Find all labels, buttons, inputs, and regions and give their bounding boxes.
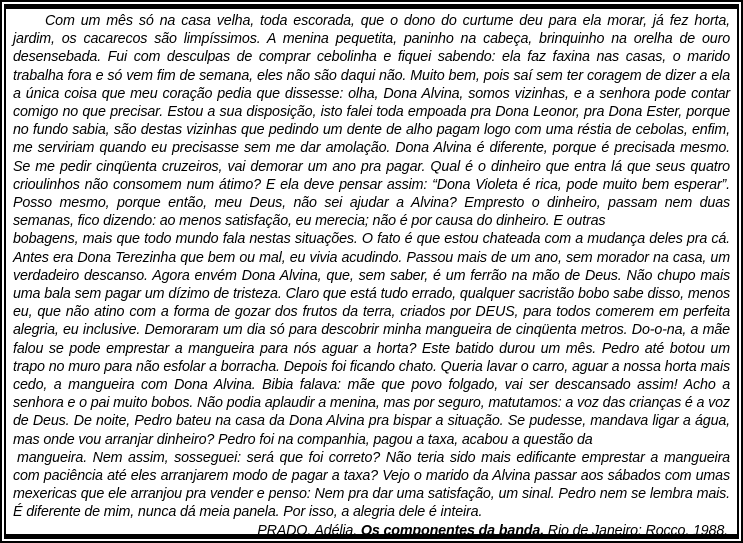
literary-text	[13, 12, 730, 540]
citation	[13, 522, 730, 540]
document-inner-frame	[4, 4, 739, 539]
citation-author: PRADO, Adélia.	[257, 522, 361, 539]
paragraph-middle: bobagens, mais que todo mundo fala nestas situações. O fato é que estou chateada com a mudança deles pra cá. Antes era Dona Terezinha que bem ou mal, eu vivia acudindo. Passou mais de um ano, sem morador na casa, um verdadeiro descanso. Agora envém Dona Alvina, que, sem saber, é um ferrão na mão de Deus. Não chupo mais uma bala sem pagar um dízimo de tristeza. Claro que está tudo errado, qualquer sacristão bobo sabe disso, menos eu, que não atino com a forma de gozar dos frutos da terra, criados por DEUS, para todos comerem em perfeita alegria, eu inclusive. Demoraram um dia só para descobrir minha mangueira de cinqüenta metros. Do-o-na, a mãe falou se pode emprestar a mangueira para nós aguar a horta? Este batido durou um mês. Pedro até botou um trapo no muro para não esfolar a borracha. Depois foi ficando chato. Queria lavar o carro, aguar a nossa horta mais cedo, a mangueira com Dona Alvina. Bibia falava: mãe que povo folgado, vai ser descansado assim! Acho a senhora e o pai muito bobos. Não podia aplaudir a menina, mas por seguro, matutamos: a voz das crianças é a voz de Deus. De noite, Pedro bateu na casa da Dona Alvina pra bispar a situação. Se pudesse, mandava ligar a água, mas onde vou arranjar dinheiro? Pedro foi na companhia, pagou a taxa, acabou a questão da	[13, 231, 730, 448]
paragraph-opening: Com um mês só na casa velha, toda escorada, que o dono do curtume deu para ela morar, já fez horta, jardim, os cacarecos são limpíssimos. A menina pequetita, paninho na cabeça, brinquinho na orelha de ouro desensebada. Fui com desculpas de comprar cebolinha e fiquei sabendo: ela faz faxina nas casas, o marido trabalha fora e só vem fim de semana, eles não são daqui não. Muito bem, pois saí sem ter coragem de dizer a ela a única coisa que meu coração pedia que dissesse: olha, Dona Alvina, somos vizinhas, e a senhora pode contar comigo no que precisar. Estou a sua disposição, isto falei toda empoada pra Dona Leonor, pra Dona Ester, porque no fundo sabia, são destas vizinhas que pedindo um dente de alho pagam logo com uma réstia de cebolas, enfim, me serviriam quando eu precisasse sem me dar amolação. Dona Alvina é diferente, porque é precisada mesmo. Se me pedir cinqüenta cruzeiros, vai demorar um ano pra pagar. Qual é o dinheiro que entra lá que seus quatro crioulinhos não consomem num átimo? E ela deve pensar assim: “Dona Violeta é rica, pode muito bem esperar”. Posso mesmo, porque então, meu Deus, não sei ajudar a Alvina? Empresto o dinheiro, passam nem duas semanas, fico dizendo: ao menos satisfação, eu merecia; não é por causa do dinheiro. E outras	[13, 13, 730, 230]
citation-title: Os componentes da banda.	[360, 522, 544, 539]
paragraph-closing: mangueira. Nem assim, sosseguei: será que foi correto? Não teria sido mais edificante emprestar a mangueira com paciência até eles arranjarem modo de pagar a taxa? Vejo o marido da Alvina passar aos sábados com umas mexericas que ele arranjou pra vender e penso: Nem pra dar uma satisfação, um sinal. Pedro nem se lembra mais. É diferente de mim, nunca dá meia panela. Por isso, a alegria dele é inteira.	[13, 449, 730, 521]
citation-publisher: Rio de Janeiro: Rocco, 1988.	[543, 522, 728, 539]
